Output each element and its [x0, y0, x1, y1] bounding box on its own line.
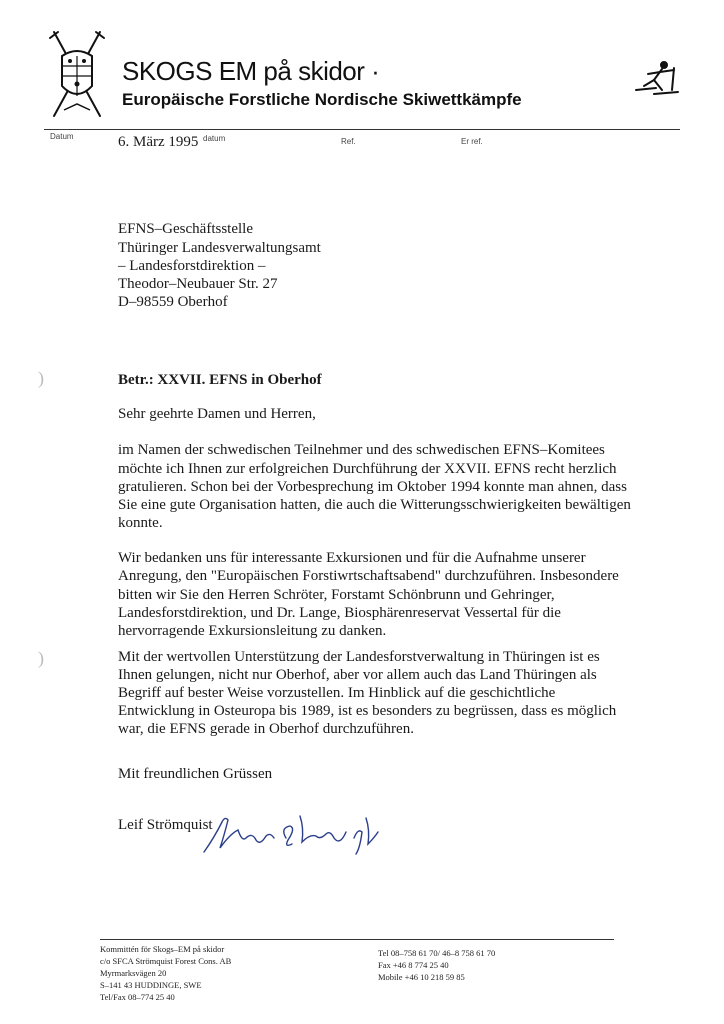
closing: Mit freundlichen Grüssen — [118, 766, 273, 782]
subject-line: Betr.: XXVII. EFNS in Oberhof — [118, 372, 322, 388]
address-line: EFNS–Geschäftsstelle — [118, 221, 253, 237]
paragraph-line: bitten wir Sie den Herren Schröter, Forstamt Schönbrunn und Gehringer, — [118, 587, 555, 603]
footer-address-line: S–141 43 HUDDINGE, SWE — [100, 980, 202, 990]
paragraph-line: war, die EFNS gerade in Oberhof durchzuführen. — [118, 721, 414, 737]
paragraph-line: möchte ich Ihnen zur erfolgreichen Durchführung der XXVII. EFNS recht herzlich — [118, 461, 617, 477]
paragraph-line: Begriff auf bester Weise vorzustellen. Im Hinblick auf die geschichtliche — [118, 685, 556, 701]
address-line: – Landesforstdirektion – — [118, 258, 266, 274]
footer-address-line: Kommittén för Skogs–EM på skidor — [100, 944, 225, 954]
paragraph-line: Entwicklung in Osteuropa bis 1989, ist es besonders zu begrüssen, dass es möglich — [118, 703, 617, 719]
margin-mark: ) — [38, 368, 44, 388]
footer-address-line: c/o SFCA Strömquist Forest Cons. AB — [100, 956, 232, 966]
er-ref-label: Er ref. — [461, 137, 483, 146]
letter-date: 6. März 1995 — [118, 134, 199, 150]
signer-name: Leif Strömquist — [118, 817, 213, 833]
ref-label: Ref. — [341, 137, 356, 146]
footer-contact-line: Mobile +46 10 218 59 85 — [378, 972, 465, 982]
paragraph-line: im Namen der schwedischen Teilnehmer und des schwedischen EFNS–Komitees — [118, 442, 605, 458]
signature-icon — [200, 808, 380, 858]
salutation: Sehr geehrte Damen und Herren, — [118, 406, 316, 422]
paragraph-line: gratulieren. Schon bei der Vorbesprechung im Oktober 1994 konnte man ahnen, dass — [118, 479, 627, 495]
paragraph-line: hervorragende Exkursionsleitung zu danken. — [118, 623, 387, 639]
paragraph-line: Sie eine gute Organisation hatten, die auch die Witterungsschwierigkeiten bewältigen — [118, 497, 631, 513]
paragraph-line: Ihnen gelungen, nicht nur Oberhof, aber vor allem auch das Land Thüringen als — [118, 667, 597, 683]
address-line: Theodor–Neubauer Str. 27 — [118, 276, 278, 292]
footer-address-line: Myrmarksvägen 20 — [100, 968, 167, 978]
header-rule — [44, 129, 680, 130]
address-line: Thüringer Landesverwaltungsamt — [118, 240, 321, 256]
paragraph-line: Mit der wertvollen Unterstützung der Landesforstverwaltung in Thüringen ist es — [118, 649, 600, 665]
datum-label-secondary: datum — [203, 134, 226, 143]
paragraph-line: Wir bedanken uns für interessante Exkursionen und für die Aufnahme unserer — [118, 550, 586, 566]
footer-rule — [100, 939, 614, 940]
letterhead-title: SKOGS EM på skidor · — [122, 56, 380, 86]
paragraph-line: konnte. — [118, 515, 163, 531]
margin-mark: ) — [38, 648, 44, 668]
crest-icon — [46, 28, 108, 120]
address-line: D–98559 Oberhof — [118, 294, 228, 310]
skier-icon — [634, 60, 680, 96]
paragraph-line: Anregung, den "Europäischen Forstiwrtschaftsabend" durchzuführen. Insbesondere — [118, 568, 619, 584]
datum-label: Datum — [50, 132, 74, 141]
paragraph-line: Landesforstdirektion, und Dr. Lange, Biosphärenreservat Vessertal für die — [118, 605, 561, 621]
footer-contact-line: Tel 08–758 61 70/ 46–8 758 61 70 — [378, 948, 496, 958]
letterhead-subtitle: Europäische Forstliche Nordische Skiwettkämpfe — [122, 90, 522, 109]
footer-contact-line: Fax +46 8 774 25 40 — [378, 960, 449, 970]
footer-address-line: Tel/Fax 08–774 25 40 — [100, 992, 175, 1002]
